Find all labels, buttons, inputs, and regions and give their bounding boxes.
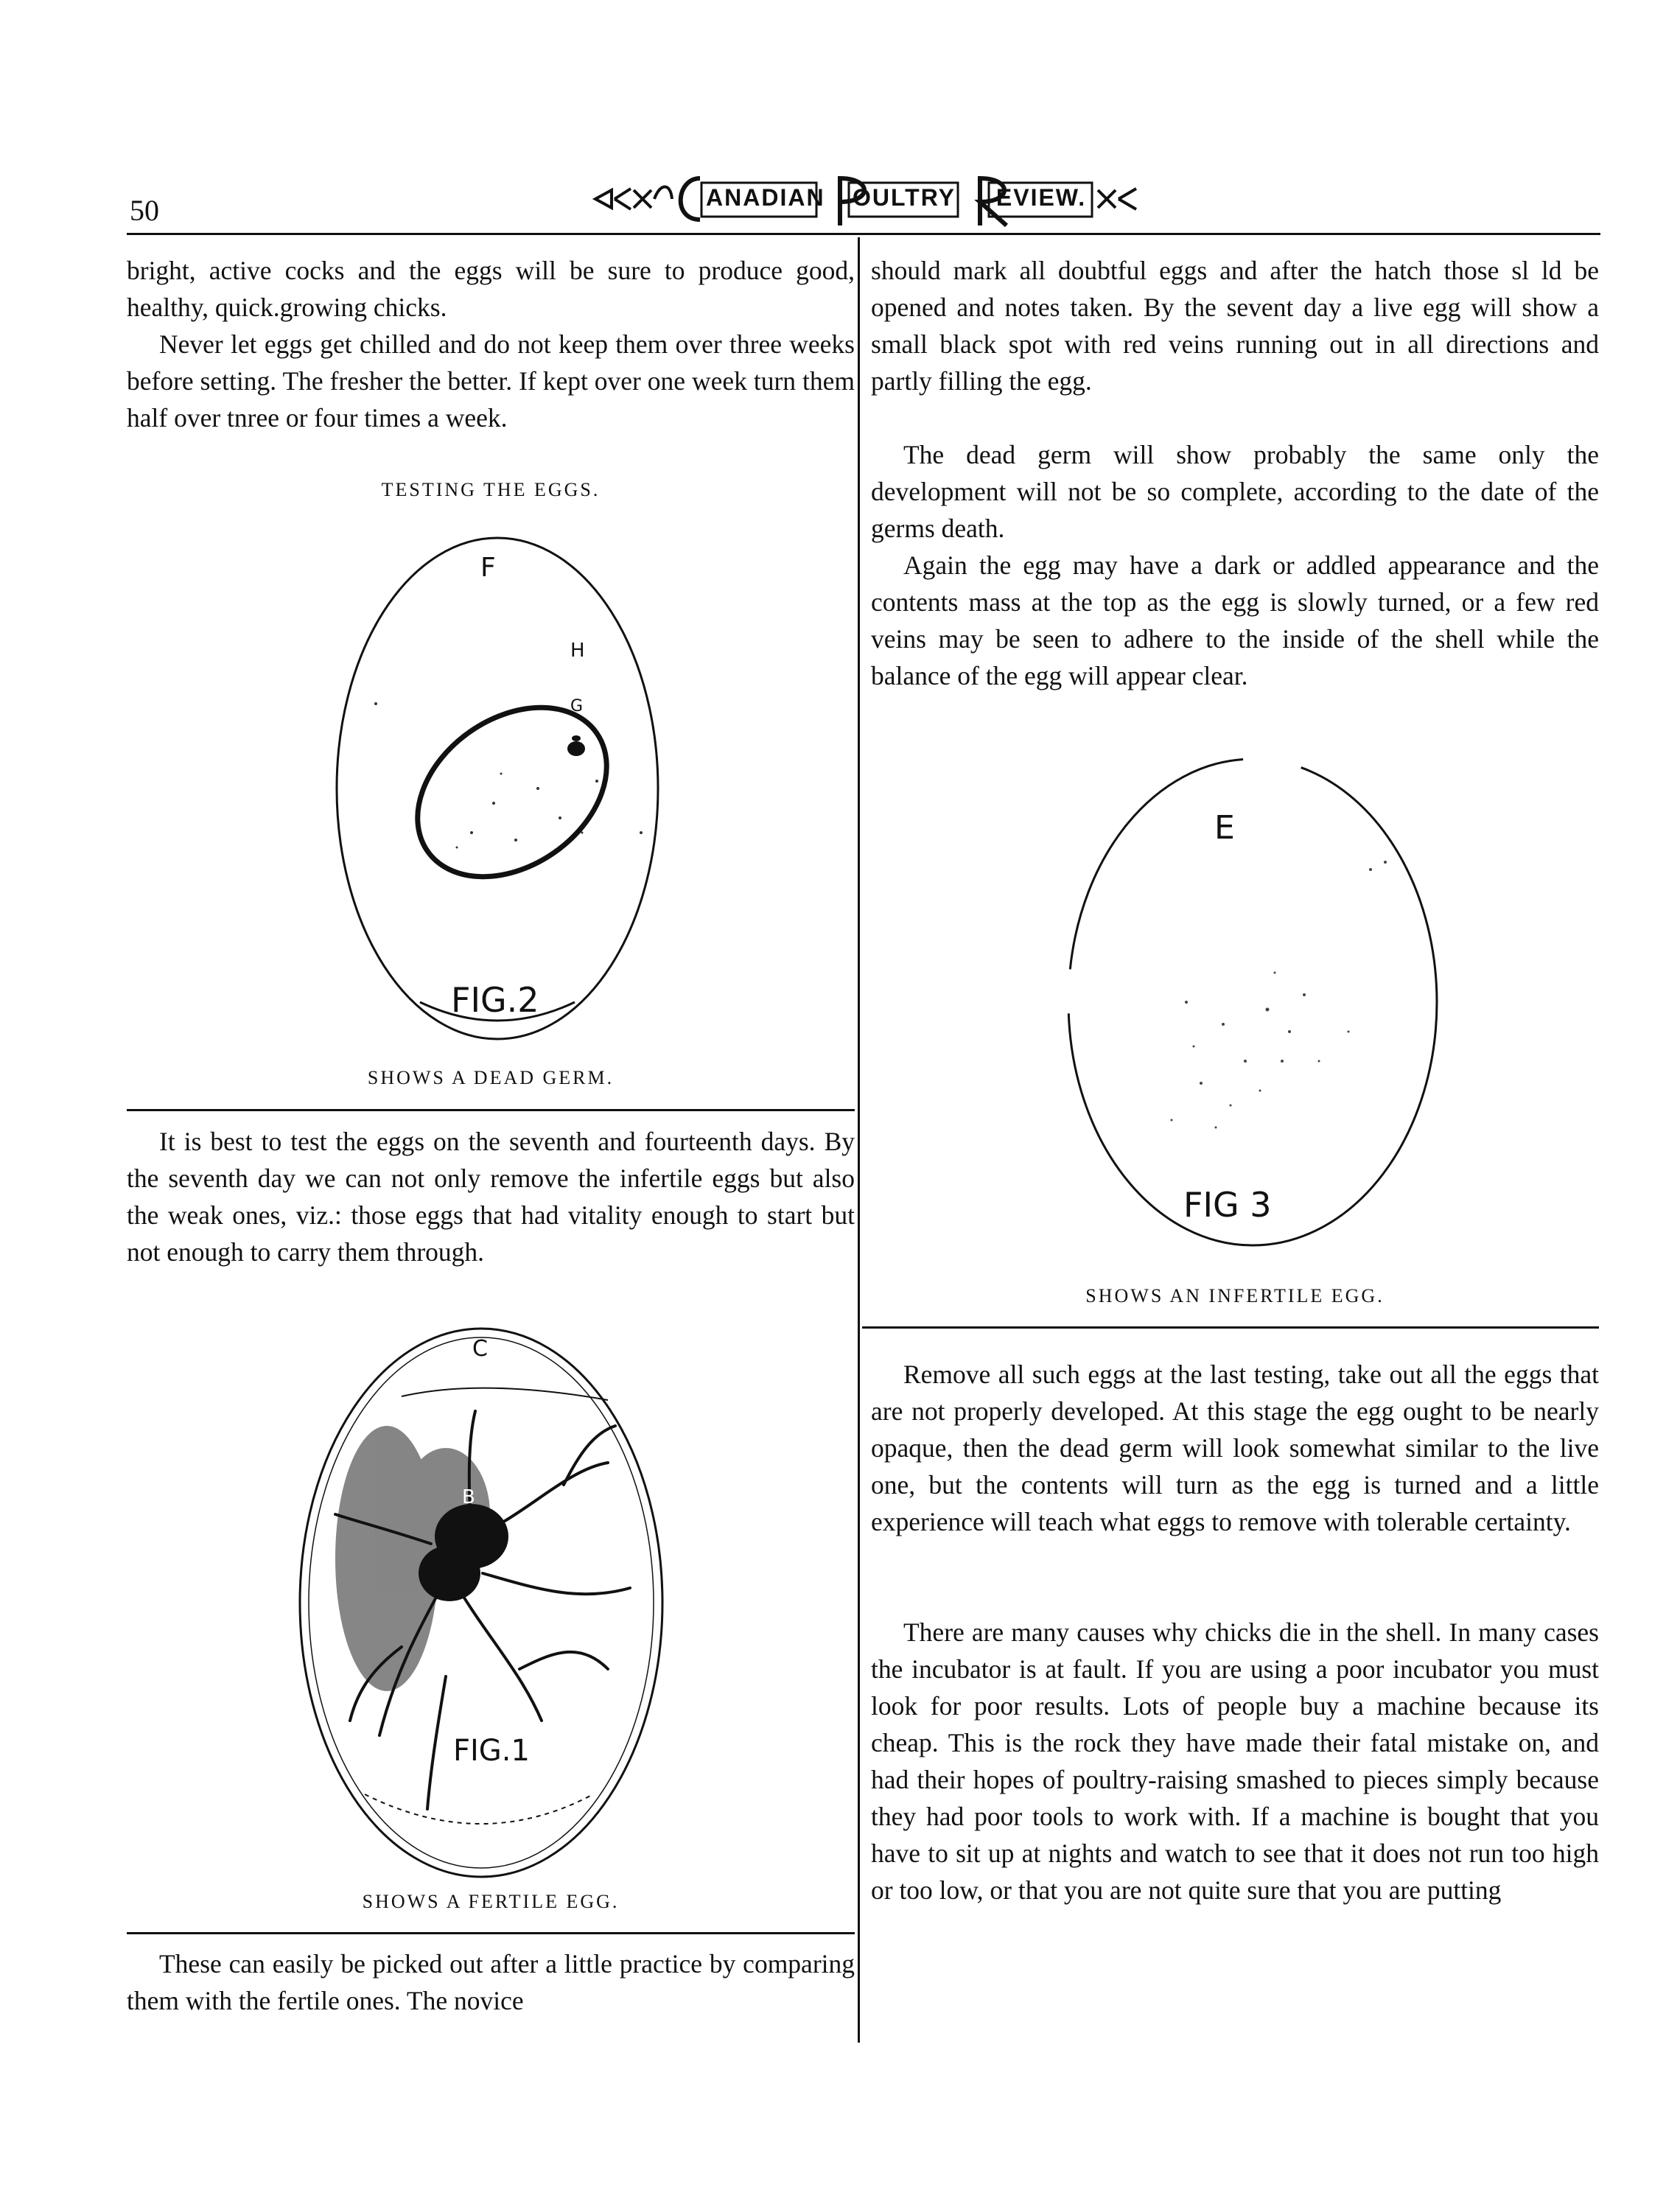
figure-3-caption: SHOWS AN INFERTILE EGG.	[1085, 1285, 1385, 1306]
left-paragraph-3: It is best to test the eggs on the seventh and fourteenth days. By the seventh day we can not only remove the infertile eggs but also the weak ones, viz.: those eggs that had vitality enough to start but not enough to carry them through.	[127, 1127, 855, 1267]
left-paragraph-4: These can easily be picked out after a little practice by comparing them with the fertile ones. The novice	[127, 1949, 855, 2015]
figure-1-caption: SHOWS A FERTILE EGG.	[362, 1891, 620, 1912]
masthead-word-2: OULTRY	[853, 184, 956, 211]
figure-1-drawing	[298, 1323, 711, 1883]
right-paragraph-2: The dead germ will show probably the same only the development will not be so complete, according to the date of the germs death.	[871, 440, 1599, 543]
figure-2	[317, 523, 685, 1054]
figure-2-drawing	[317, 523, 685, 1054]
figure-1	[298, 1323, 711, 1883]
left-paragraph-2: Never let eggs get chilled and do not keep them over three weeks before setting. The fresher the better. If kept over one week turn them half over tnree or four times a week.	[127, 329, 855, 433]
figure-1-label: FIG.1	[453, 1734, 530, 1768]
figure-3-label: FIG 3	[1183, 1185, 1272, 1225]
figure-2-caption: SHOWS A DEAD GERM.	[367, 1067, 615, 1088]
figure-1-rule	[127, 1932, 855, 1934]
right-paragraph-3: Again the egg may have a dark or addled appearance and the contents mass at the top as the egg is slowly turned, or a few red veins may be seen to adhere to the inside of the shell while the balance of the egg will appear clear.	[871, 550, 1599, 690]
right-paragraph-5: There are many causes why chicks die in the shell. In many cases the incubator is at fault. If you are using a poor incubator you must look for poor results. Lots of people buy a machine because its cheap. This is the rock they have made their fatal mistake on, and had their hopes of poultry-raising smashed to pieces simply because they had poor tools to work with. If a machine is bought that you have to sit up at nights and watch to see that it does not run too high or too low, or that you are not quite sure that you are putting	[871, 1617, 1599, 1905]
column-divider	[858, 237, 860, 2043]
masthead-word-1: ANADIAN	[706, 184, 825, 211]
left-paragraph-1: bright, active cocks and the eggs will be sure to produce good, healthy, quick.growing chicks.	[127, 256, 855, 322]
masthead-word-3: EVIEW.	[995, 184, 1087, 211]
figure-3	[1054, 752, 1452, 1253]
figure-1-letter-c: C	[472, 1336, 488, 1362]
figure-1-letter-b: B	[462, 1486, 475, 1508]
section-title: TESTING THE EGGS.	[381, 479, 601, 500]
figure-2-label: FIG.2	[451, 980, 539, 1020]
figure-2-letter-f: F	[480, 553, 496, 583]
figure-3-drawing	[1054, 752, 1452, 1253]
figure-2-letter-g: G	[570, 697, 584, 716]
right-paragraph-1: should mark all doubtful eggs and after the hatch those sl ld be opened and notes taken. By the sevent day a live egg will show a small black spot with red veins running out in all directions and partly filling the egg.	[871, 256, 1599, 396]
masthead	[589, 168, 1142, 230]
figure-3-letter-e: E	[1214, 809, 1235, 847]
right-paragraph-4: Remove all such eggs at the last testing, take out all the eggs that are not properly developed. At this stage the egg ought to be nearly opaque, then the dead germ will look somewhat similar to the live one, but the contents will turn as the egg is turned and a little experience will teach what eggs to remove with tolerable certainty.	[871, 1360, 1599, 1536]
figure-2-rule	[127, 1109, 855, 1111]
figure-2-letter-h: H	[570, 640, 585, 662]
page-number: 50	[130, 194, 159, 227]
figure-3-rule	[862, 1326, 1599, 1329]
header-rule	[127, 233, 1600, 235]
